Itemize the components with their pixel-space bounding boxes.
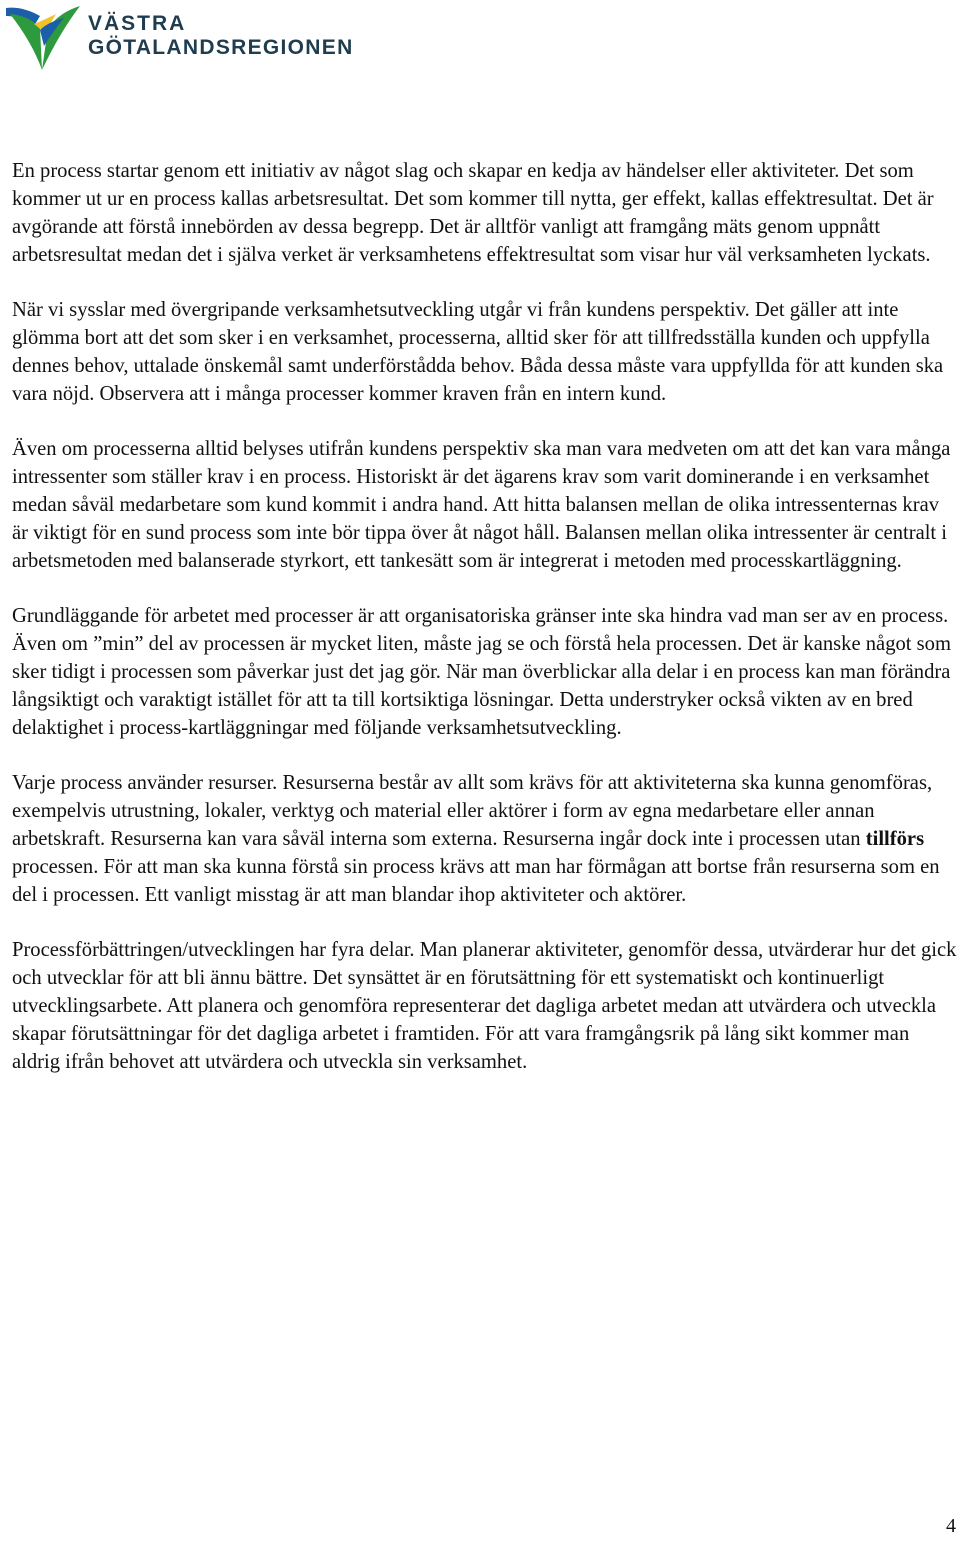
paragraph-text: processen. För att man ska kunna förstå sin process krävs att man har förmågan att bortse från resurserna som en del i processen. Ett vanligt misstag är att man blandar ihop aktiviteter och aktörer.	[12, 856, 940, 906]
vastra-gotalandsregionen-logo	[4, 2, 364, 74]
paragraph: Processförbättringen/utvecklingen har fyra delar. Man planerar aktiviteter, genomför dessa, utvärderar hur det gick och utvecklar för att bli ännu bättre. Det synsättet är en förutsättning för ett systematiskt och kontinuerligt utvecklingsarbete. Att planera och genomföra representerar det dagliga arbetet medan att utvärdera och utveckla skapar förutsättningar för det dagliga arbetet i framtiden. För att vara framgångsrik på lång sikt kommer man aldrig ifrån behovet att utvärdera och utveckla sin verksamhet.	[12, 939, 957, 1073]
page-number: 4	[946, 1515, 956, 1537]
paragraph: När vi sysslar med övergripande verksamhetsutveckling utgår vi från kundens perspektiv. Det gäller att inte glömma bort att det som sker i en verksamhet, processerna, alltid sker för att tillfredsställa kunden och uppfylla dennes behov, uttalade önskemål samt underförstådda behov. Båda dessa måste vara uppfyllda för att kunden ska vara nöjd. Observera att i många processer kommer kraven från en intern kund.	[12, 299, 944, 405]
paragraph-text: Varje process använder resurser. Resurserna består av allt som krävs för att aktiviteterna ska kunna genomföras, exempelvis utrustning, lokaler, verktyg och material eller aktörer i form av egna medarbetare eller annan arbetskraft. Resurserna kan vara såväl interna som externa. Resurserna ingår dock inte i processen utan	[12, 772, 933, 850]
logo-text-line1: VÄSTRA	[88, 12, 187, 35]
paragraph: En process startar genom ett initiativ av något slag och skapar en kedja av händelser eller aktiviteter. Det som kommer ut ur en process kallas arbetsresultat. Det som kommer till nytta, ger effekt, kallas effektresultat. Det är avgörande att förstå innebörden av dessa begrepp. Det är alltför vanligt att framgång mäts genom uppnått arbetsresultat medan det i själva verket är verksamhetens effektresultat som visar hur väl verksamheten lyckats.	[12, 160, 934, 266]
logo-text-line2: GÖTALANDSREGIONEN	[88, 36, 354, 59]
document-body	[12, 157, 957, 1103]
logo-emblem-icon	[4, 2, 84, 72]
paragraph	[12, 769, 957, 909]
paragraph: Grundläggande för arbetet med processer är att organisatoriska gränser inte ska hindra vad man ser av en process. Även om ”min” del av processen är mycket liten, måste jag se och förstå hela processen. Det är kanske något som sker tidigt i processen som påverkar just det jag gör. När man överblickar alla delar i en process kan man förändra långsiktigt och varaktigt istället för att ta till kortsiktiga lösningar. Detta understryker också vikten av en bred delaktighet i process-kartläggningar med följande verksamhetsutveckling.	[12, 605, 951, 739]
bold-term: tillförs	[865, 828, 925, 850]
paragraph: Även om processerna alltid belyses utifrån kundens perspektiv ska man vara medveten om att det kan vara många intressenter som ställer krav i en process. Historiskt är det ägarens krav som varit dominerande i en verksamhet medan såväl medarbetare som kund kommit i andra hand. Att hitta balansen mellan de olika intressenternas krav är viktigt för en sund process som inte bör tippa över åt något håll. Balansen mellan olika intressenter är centralt i arbetsmetoden med balanserade styrkort, ett tankesätt som är integrerat i metoden med processkartläggning.	[12, 438, 951, 572]
